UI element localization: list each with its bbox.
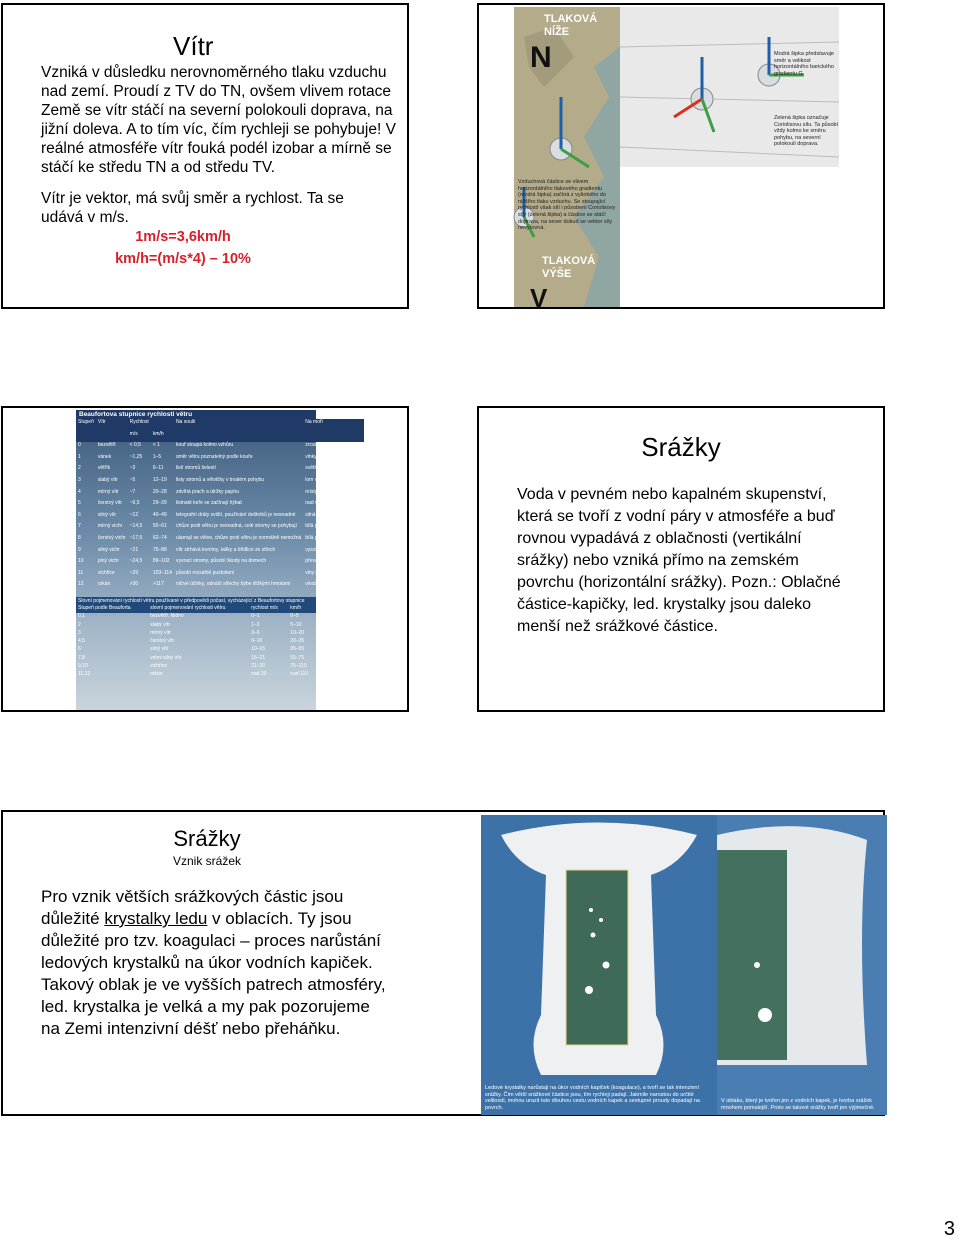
table-row [76,477,364,489]
table-cell: světlejší hřbety vln [305,465,347,472]
table-cell: bezvětří [97,442,116,449]
table-cell: 3 [78,629,81,636]
table-row [76,454,364,466]
table-cell: telegrafní dráty sviští, používání deštníků je nesnadné [175,511,296,518]
table-cell: 10–15 [251,646,266,653]
col-land: Na souši [175,419,196,425]
table-cell: vánek [97,453,112,460]
table-cell: 89–102 [152,558,170,565]
beaufort-table-body [76,442,364,593]
table-cell: orkán [97,581,111,588]
table-cell: nad vlnami vodní tříšť [305,500,354,507]
table-row [76,581,364,593]
table-cell: kouř stoupá kolmo vzhůru [175,442,234,449]
slide-title: Srážky [173,826,241,851]
table-cell: < 1 [152,442,160,449]
unit-cell [303,431,363,443]
table-cell: nad 110 [290,671,308,678]
table-cell: bílá pěna na vlnách [305,534,349,541]
table-cell: ulamují se větve, chůze proti větru je normálně nemožná [175,534,302,541]
table-cell: 20–28 [152,488,167,495]
formation-text-1: Pro vznik větších srážkových částic jsou důležité [41,887,344,928]
table-cell: 12–19 [152,476,167,483]
table-cell: 4,5 [78,638,85,645]
table-cell: ~3 [129,465,136,472]
table-cell: 4 [78,488,81,495]
formula-ms-kmh: 1m/s=3,6km/h [135,229,231,245]
table-cell: 75–88 [152,546,167,553]
high-label-line2: VÝŠE [542,268,572,280]
table-cell: 2 [78,465,81,472]
table-row [76,671,316,679]
unit-cell [174,431,303,443]
table-cell: větřík [97,465,111,472]
beaufort-table-image [76,410,362,710]
unit-cell [96,431,128,443]
cloud-ice-diagram [481,815,717,1115]
slide-title: Vítr [173,31,214,61]
table-cell: vlny pokryté pěnou [305,569,348,576]
high-pressure-letter: V [530,283,548,313]
table-cell: nad 30 [251,671,267,678]
sub-col-kmh: km/h [290,604,302,611]
low-pressure-label [544,13,597,39]
table-row [76,547,364,559]
table-cell: zrcadlo [305,442,322,449]
table-cell: ~9,5 [129,500,140,507]
table-cell: ~24,5 [129,558,143,565]
table-row [76,646,316,654]
table-cell: 20–35 [290,638,305,645]
beaufort-table [76,419,364,593]
table-cell: silný vítr [150,646,169,653]
cloud-water-diagram [717,815,887,1115]
note-particle: Vzduchová částice se vlivem horizontálního tlakového gradientu (modrá šipka) začíná z vyšokého do nižšího tlaku vzduchu. Se stoupající rychlostí však sílí i působení Coriolisovy síly (zelená šipka) a částice se stáčí doprava, na sever dokud se vektor síly nevyrovná. [518,179,616,232]
col-wind: Vítr [97,419,106,425]
table-cell: 6–11 [152,465,164,472]
table-cell: ~21 [129,546,139,553]
unit-ms: m/s [129,430,138,437]
table-row [76,535,364,547]
table-cell: silná vodní tříšť [305,511,340,518]
cloud-ice-caption: Ledové krystalky narůstají na úkor vodních kapiček (koagulace), a tvoří se tak intenzivní srážky. Čím větší srážkové částice jsou, tím rychleji padají. Jakmile narostou do určité velikosti, mohou urazit tuto dlouhou cestu vodních kapek a sestupné proudy dopadají na povrch. [485,1085,700,1111]
table-cell: listnaté keře se začínají hýbat [175,500,242,507]
table-cell: 9,10 [78,662,88,669]
table-cell: ~12 [129,511,139,518]
table-cell: vinobití, pěna ve vzduchu [305,581,362,588]
table-row [76,442,364,454]
table-cell: 15–21 [251,654,266,661]
low-label-line2: NÍŽE [544,26,570,38]
table-cell: bezvětří, klidno [150,613,184,620]
table-row [76,500,364,512]
table-cell: slabý vítr [97,476,118,483]
table-cell: 6–10 [251,638,263,645]
table-cell: 0 [78,442,81,449]
slide-beaufort-table [1,406,409,712]
table-cell: listí stromů šelestí [175,465,216,472]
table-cell: vichřice [97,569,115,576]
table-cell: velmi silný vítr [150,654,182,661]
formation-paragraph [41,886,386,1040]
table-cell: vyvrací stromy, působí škody na domech [175,558,267,565]
formula-kmh: km/h=(m/s*4) – 10% [115,251,251,267]
precipitation-paragraph: Voda v pevném nebo kapalném skupenství, která se tvoří z vodní páry v atmosféře a buď rovnou vypadává z oblačnosti (vertikální srážky) nebo vzniká přímo na zemském povrchu (horizontální srážky). Pozn.: Oblačné částice-kapičky, led. krystalky jsou daleko menší než srážkové částice. [517,486,841,635]
table-cell: mírný vichr [97,523,123,530]
col-speed-2 [151,419,174,431]
table-cell: mírný vítr [97,488,119,495]
col-sea: Na moři [305,419,323,425]
table-cell: orkán [150,671,163,678]
table-cell: působí rozsáhlé pustošení [175,569,235,576]
table-cell: ~7 [129,488,136,495]
table-cell: < 0,5 [129,442,141,449]
table-row [76,489,364,501]
wind-paragraph-1: Vzniká v důsledku nerovnoměrného tlaku vzduchu nad zemí. Proudí z TV do TN, ovšem vlivem rotace Země se vítr stáčí na severní polokouli doprava, na jižní doleva. A to tím víc, čím rychleji se pohybuje! V reálné atmosféře vítr fouká podél izobar a mírně se stáčí ke středu TN a od středu TV. [41,64,396,176]
table-cell: 75–110 [290,662,307,669]
table-row [76,622,316,630]
note-blue-arrow: Modrá šipka představuje směr a velikost horizontálního barického gradientu G [774,51,834,77]
table-cell: 1–3 [251,621,260,628]
table-cell: 35–55 [290,646,305,653]
table-cell: 12 [78,581,84,588]
table-cell: 9 [78,546,81,553]
high-label-line1: TLAKOVÁ [542,255,596,267]
table-cell: 0–5 [290,613,299,620]
slide-title: Srážky [641,432,721,462]
table-cell: 1–5 [152,453,162,460]
table-cell: 6 [78,511,81,518]
slide-pressure-map [477,3,885,313]
low-label-line1: TLAKOVÁ [544,13,598,25]
sub-col-name: slovní pojmenování rychlosti větru [150,604,226,611]
unit-cell [76,431,96,443]
table-cell: 11,12 [78,671,91,678]
table-row [76,558,364,570]
table-cell: silný vítr [97,511,117,518]
table-cell: 40–49 [152,511,167,518]
col-degree: Stupeň [78,419,94,425]
high-pressure-label [542,255,595,281]
table-row [76,523,364,535]
table-cell: ~29 [129,569,139,576]
table-cell: 50–61 [152,523,167,530]
table-cell: plný vichr [97,558,119,565]
table-cell: chůze proti větru je nesnadná, celé stromy se pohybují [175,523,297,530]
table-cell: převalující hřebenatky [305,558,355,565]
table-cell: vítr strhává komíny, tašky a břidlice ze střech [175,546,276,553]
table-cell: 103–114 [152,569,172,576]
table-cell: 2 [78,621,81,628]
pressure-map-image [514,7,859,313]
table-cell: 10 [78,558,84,565]
table-cell: čerstvý vichr [97,534,126,541]
slide-precipitation [477,406,885,712]
table-row [76,655,316,663]
table-cell: 62–74 [152,534,167,541]
table-row [76,465,364,477]
table-cell: zdvíhá prach a útržky papíru [175,488,240,495]
table-cell: 7,8 [78,654,85,661]
table-row [76,512,364,524]
verbal-names-title: Slovní pojmenování rychlostí větru používané v předpovědi počasí, vycházející z Beaufortovy stupnice [76,597,316,605]
table-cell: silný vichr [97,546,120,553]
table-cell: listy stromů a větvičky v trvalém pohybu [175,476,265,483]
table-cell: 0–1 [251,613,260,620]
ice-crystals-link[interactable]: krystalky ledu [104,909,208,928]
table-cell: 3 [78,476,81,483]
table-cell: 5 [78,500,81,507]
table-cell: místy bílé hřebeny vln [305,488,354,495]
table-cell: lom vln [305,476,322,483]
table-cell: 6 [78,646,81,653]
table-cell: >117 [152,581,164,588]
table-cell: 55–75 [290,654,305,661]
slide-subtitle: Vznik srážek [172,854,242,868]
table-cell: 11 [78,569,84,576]
table-cell: ~14,5 [129,523,143,530]
note-green-arrow: Zelená šipka označuje Coriolisovu sílu. Ta působí vždy kolmo ke směru pohybu, na severní polokouli doprava. [774,115,839,148]
table-cell: 21–30 [251,662,266,669]
page-number: 3 [943,1218,955,1240]
table-cell: směr větru poznatelný podle kouře [175,453,253,460]
formation-text-2: v oblacích. Ty jsou důležité pro tzv. koagulaci – proces narůstání ledových krystalků na úkor vodních kapiček. Takový oblak je ve vyšších patrech atmosféry, led. krystalka je velká a my pak pozorujeme na Zemi intenzivní déšť nebo přeháňku. [41,909,386,1038]
table-cell: ~17,5 [129,534,143,541]
table-cell: čerstvý vítr [97,500,123,507]
table-cell: bílá pěna na vlnách [305,523,349,530]
table-cell: mírný vítr [150,629,171,636]
beaufort-table-title: Beaufortova stupnice rychlosti větru [76,410,316,419]
table-cell: 29–39 [152,500,167,507]
table-row [76,638,316,646]
unit-kmh: km/h [152,430,164,437]
verbal-names-body [76,613,316,679]
table-cell: čerstvý vítr [150,638,175,645]
table-row [76,663,316,671]
wind-paragraph-2: Vítr je vektor, má svůj směr a rychlost. Ta se udává v m/s. [41,190,344,226]
table-cell: 5–10 [290,621,302,628]
table-row [76,613,316,621]
table-cell: 3–6 [251,629,260,636]
cloud-water-graphic [717,815,887,1115]
table-cell: vichřice [150,662,168,669]
table-cell: 0,1 [78,613,85,620]
low-pressure-letter: N [530,41,552,74]
col-speed: Rychlost [129,419,149,425]
table-cell: 10–20 [290,629,305,636]
sub-col-ms: rychlost m/s [251,604,278,611]
table-cell: ~1,25 [129,453,143,460]
table-cell: vlnky [305,453,317,460]
table-cell: 7 [78,523,81,530]
cloud-water-caption: V oblaku, který je tvořen jen z vodních kapek, je tvorba srážek mnohem pomalejší. Proto se takové srážky tvoří jen výjimečně. [721,1098,875,1111]
table-cell: ničivé účinky, odnáší střechy býbe těžkými hmotami [175,581,291,588]
table-cell: 8 [78,534,81,541]
slide-wind [1,3,409,309]
slide-precipitation-formation [1,810,885,1116]
table-row [76,630,316,638]
table-row [76,570,364,582]
table-cell: slabý vítr [150,621,171,628]
table-cell: >30 [129,581,139,588]
table-cell: ~5 [129,476,136,483]
sub-col-degree: Stupeň podle Beauforta [78,604,131,611]
table-cell: 1 [78,453,81,460]
verbal-names-table [76,605,316,680]
cloud-ice-graphic [481,815,717,1115]
table-cell: vysoké rolující vlny [305,546,348,553]
